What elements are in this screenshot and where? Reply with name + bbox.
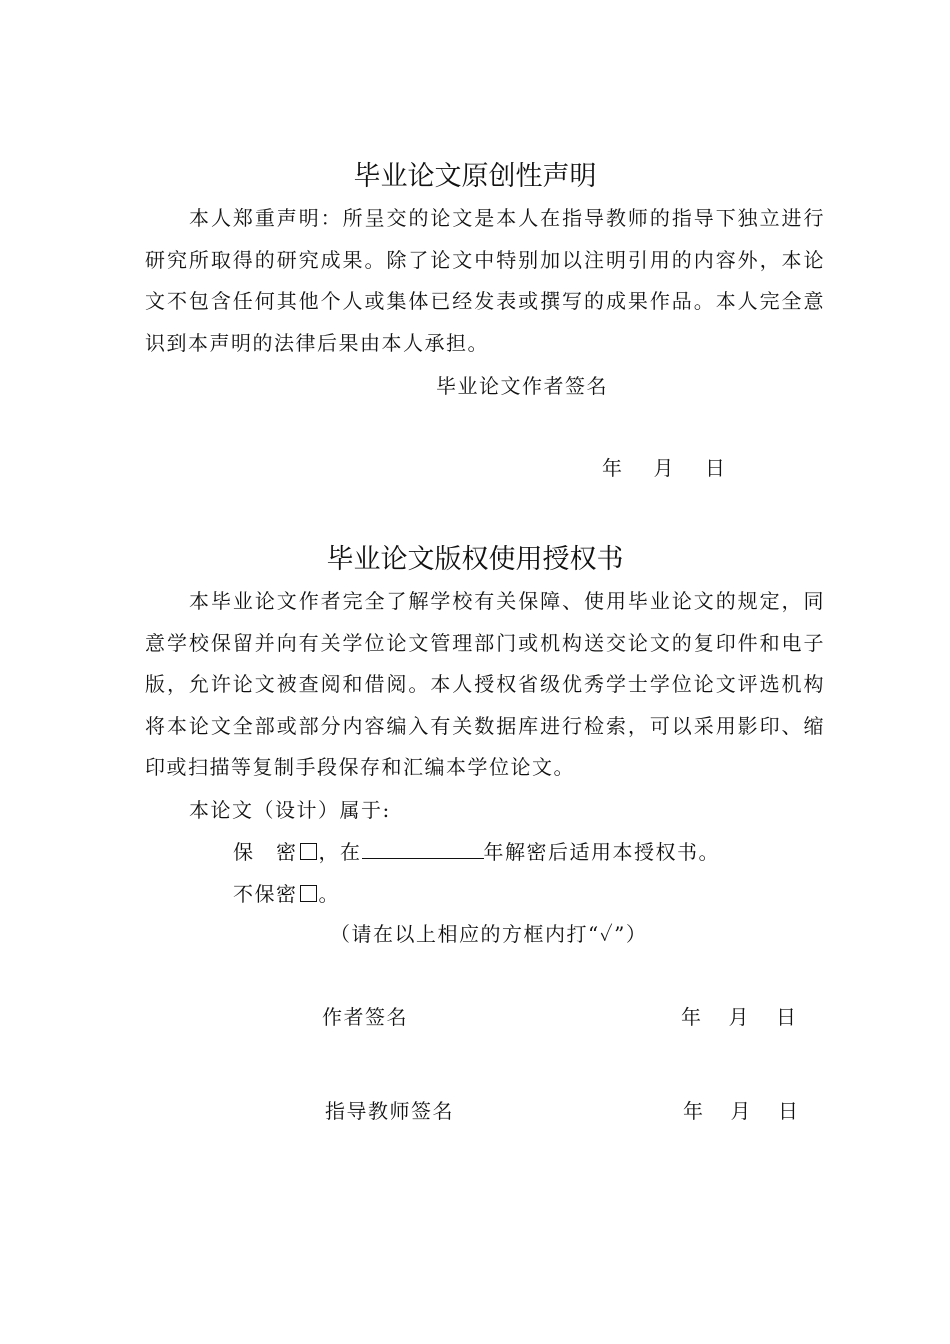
checkbox-instruction-note: （请在以上相应的方框内打“✓”） [330,922,648,946]
advisor-signature-date [683,1097,800,1125]
secret-mid-text: ，在 [318,840,362,864]
advisor-day-label: 日 [778,1099,800,1123]
authorization-title: 毕业论文版权使用授权书 [326,544,624,575]
declaration-title: 毕业论文原创性声明 [353,161,597,192]
declaration-month-label: 月 [653,456,675,480]
author-signature-label: 作者签名 [322,1005,408,1029]
advisor-signature-label: 指导教师签名 [325,1099,454,1123]
secret-option [233,838,720,866]
author-signature-date [681,1003,798,1031]
authorization-body: 本毕业论文作者完全了解学校有关保障、使用毕业论文的规定，同意学校保留并向有关学位论文管理部门或机构送交论文的复印件和电子版，允许论文被查阅和借阅。本人授权省级优秀学士学位论文评选机构将本论文全部或部分内容编入有关数据库进行检索，可以采用影印、缩印或扫描等复制手段保存和汇编本学位论文。 [145,589,825,779]
author-month-label: 月 [728,1005,750,1029]
not-secret-label: 不保密 [233,882,298,906]
advisor-month-label: 月 [730,1099,752,1123]
not-secret-end-text: 。 [318,882,340,906]
declaration-date [602,454,727,482]
declaration-year-label: 年 [602,456,624,480]
not-secret-option [233,880,340,908]
secret-end-text: 年解密后适用本授权书。 [483,840,720,864]
advisor-year-label: 年 [683,1099,705,1123]
author-day-label: 日 [776,1005,798,1029]
decrypt-year-blank[interactable] [362,838,484,859]
declaration-body: 本人郑重声明：所呈交的论文是本人在指导教师的指导下独立进行研究所取得的研究成果。除了论文中特别加以注明引用的内容外，本论文不包含任何其他个人或集体已经发表或撰写的成果作品。本人完全意识到本声明的法律后果由本人承担。 [145,206,825,355]
not-secret-checkbox[interactable] [300,885,317,902]
declaration-day-label: 日 [705,456,727,480]
author-year-label: 年 [681,1005,703,1029]
secret-label: 保 密 [233,840,298,864]
belongs-label: 本论文（设计）属于: [189,798,391,822]
declaration-signature-label: 毕业论文作者签名 [436,374,608,398]
secret-checkbox[interactable] [300,843,317,860]
